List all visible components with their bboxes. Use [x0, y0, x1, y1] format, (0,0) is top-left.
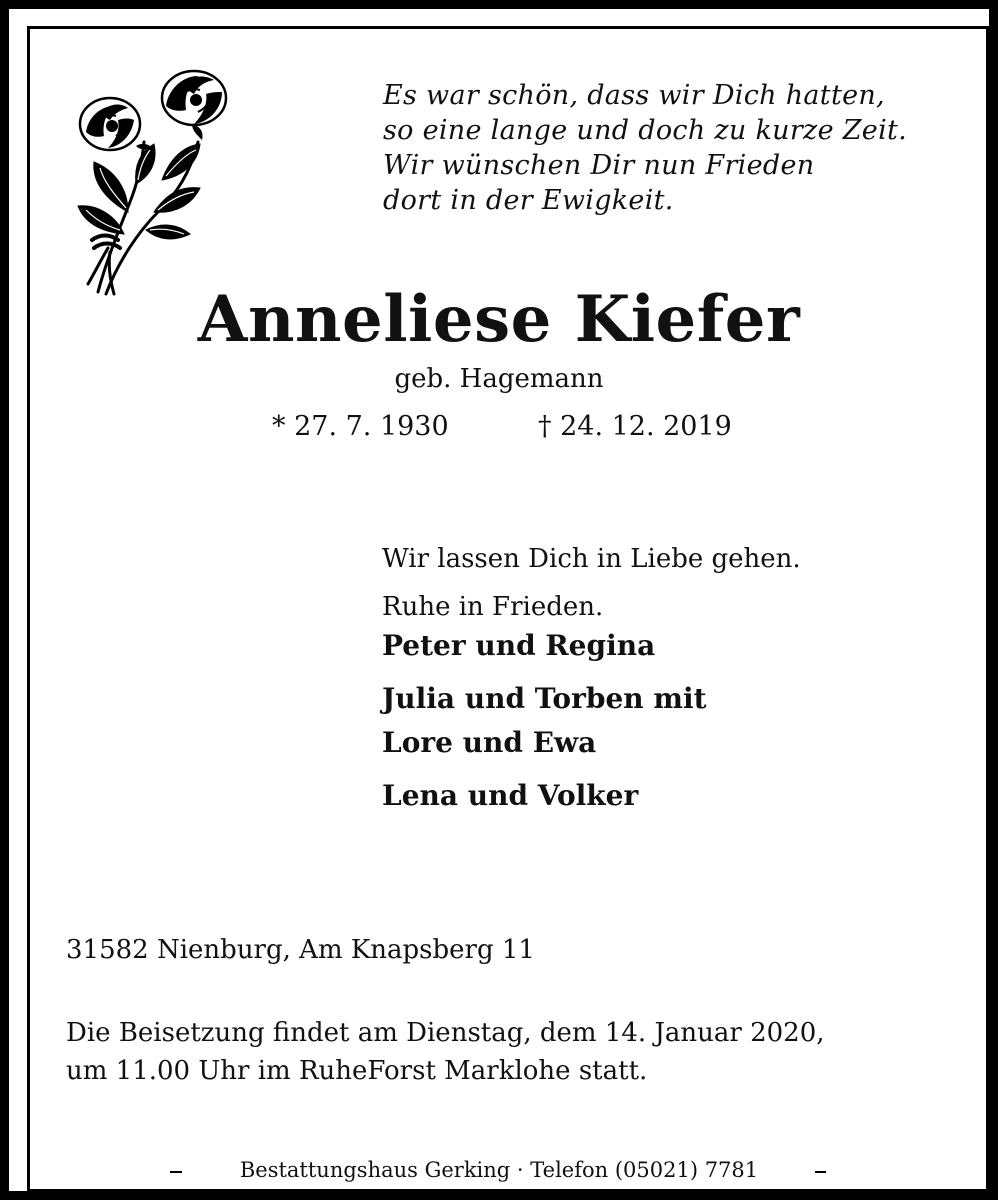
poem-line: Wir wünschen Dir nun Frieden	[383, 150, 815, 181]
poem-line: so eine lange und doch zu kurze Zeit.	[383, 115, 908, 146]
farewell-line: Wir lassen Dich in Liebe gehen.	[382, 544, 801, 574]
funeral-notice	[66, 1014, 940, 1090]
farewell-text	[382, 535, 801, 631]
poem-line: Es war schön, dass wir Dich hatten,	[383, 80, 885, 111]
memorial-poem	[383, 78, 943, 218]
roses-icon	[58, 62, 238, 302]
address: 31582 Nienburg, Am Knapsberg 11	[66, 935, 535, 965]
mourner-name: Lena und Volker	[382, 779, 639, 812]
death-date: † 24. 12. 2019	[538, 411, 732, 442]
deceased-name: Anneliese Kiefer	[197, 282, 801, 357]
funeral-line: um 11.00 Uhr im RuheForst Marklohe statt.	[66, 1056, 648, 1086]
farewell-line: Ruhe in Frieden.	[382, 592, 604, 622]
funeral-line: Die Beisetzung findet am Dienstag, dem 14. Januar 2020,	[66, 1018, 825, 1048]
funeral-home-footer: Bestattungshaus Gerking · Telefon (05021) 7781	[239, 1158, 759, 1182]
birth-name: geb. Hagemann	[394, 364, 604, 394]
birth-date: * 27. 7. 1930	[272, 411, 449, 442]
mourner-name: Julia und Torben mit	[382, 682, 707, 715]
mourner-name: Lore und Ewa	[382, 726, 597, 759]
poem-line: dort in der Ewigkeit.	[383, 185, 674, 216]
mourner-name: Peter und Regina	[382, 629, 656, 662]
